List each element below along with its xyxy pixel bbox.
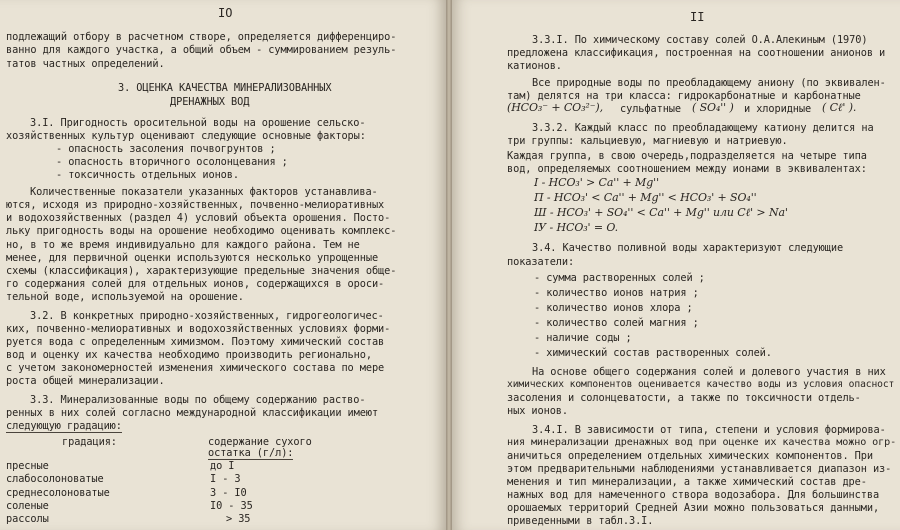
list-item: - наличие соды ; [534,332,632,344]
text-line: На основе общего содержания солей и долевого участия в них [532,366,886,378]
text-line: Каждая группа, в свою очередь,подразделяется на четыре типа [507,150,867,162]
text-line: Количественные показатели указанных факторов устанавлива- [30,186,378,198]
text-line: ренных в них солей согласно международной классификации имеют [6,407,379,419]
table-cell-grade: среднесолоноватые [6,487,110,499]
table-cell-value: до I [210,460,235,472]
list-item: - количество ионов натрия ; [534,287,699,299]
text-line: менее, для первичной оценки используются несколько упрощенные [6,252,379,264]
list-item: - токсичность отдельных ионов. [56,169,239,181]
text-line: но, в то же время индивидуально для каждого района. Тем не [6,239,360,251]
table-cell-grade: пресные [6,460,49,472]
text-line: вод, определяемых соотношением между ионами в эквивалентах: [507,163,867,175]
page-number: IO [218,6,233,20]
text-line: 3.3.I. По химическому составу солей О.А.Алекиным (1970) [532,34,868,46]
text-line: го содержания солей для отдельных ионов, содержащихся в ороси- [6,278,385,290]
text-line: предложена классификация, построенная на соотношении анионов и [507,47,886,59]
formula-sulfate: ( SO₄'' ) [692,101,734,114]
text-line: 3.I. Пригодность оросительной воды на орошение сельско- [30,117,366,129]
list-item: - опасность вторичного осолонцевания ; [56,156,288,168]
text-line: ных ионов. [507,405,568,417]
left-page [0,0,446,530]
section-heading: ДРЕНАЖНЫХ ВОД [170,96,250,108]
text-line: 3.3. Минерализованные воды по общему содержанию раство- [30,394,366,406]
list-item: - количество ионов хлора ; [534,302,693,314]
text-line: приведенными в табл.3.I. [507,515,654,527]
text-line: этом предварительными наблюдениями устанавливается диапазон из- [507,463,892,475]
page-number: II [690,10,705,24]
water-type-formula: I - HCO₃' > Ca'' + Mg'' [534,176,660,189]
table-header: градация: [62,436,117,448]
text-line: химических компонентов оценивается качество воды из условия опасност [507,379,895,390]
text-line: льку пригодность воды на орошение необходимо оценивать комплекс- [6,225,397,237]
list-item: - химический состав растворенных солей. [534,347,772,359]
formula-carbonate: (HCO₃⁻ + CO₃²⁻), [507,101,603,114]
text-line: схемы (классификация), характеризующие предельные значения обще- [6,265,397,277]
text-line: тельной воде, используемой на орошение. [6,291,244,303]
table-cell-value: I0 - 35 [210,500,253,512]
water-type-formula: IУ - HCO₃' = O. [534,221,619,234]
text-line: 3.3.2. Каждый класс по преобладающему катиону делится на [532,122,874,134]
table-header: содержание сухого [208,436,312,448]
text-line: менения и тип минерализации, а также химический состав дре- [507,476,867,488]
table-cell-value: I - 3 [210,473,241,485]
text-line: и водохозяйственных (раздел 4) условий объекта орошения. Посто- [6,212,391,224]
text-line: 3.4. Качество поливной воды характеризуют следующие [532,242,844,254]
section-heading: 3. ОЦЕНКА КАЧЕСТВА МИНЕРАЛИЗОВАННЫХ [118,82,332,94]
text-line: ния минерализации дренажных вод при оценке их качества можно огр- [507,437,897,448]
text-line: засоления и солонцеватости, а также по токсичности отдель- [507,392,861,404]
text-line: Все природные воды по преобладающему аниону (по эквивален- [532,77,886,89]
text-line: ких, почвенно-мелиоративных и водохозяйственных условиях форми- [6,323,391,335]
formula-chloride: ( Cℓ' ). [822,101,857,114]
table-cell-grade: соленые [6,500,49,512]
text-line: с учетом закономерностей изменения химического состава по мере [6,362,385,374]
text-line: ются, исходя из природно-хозяйственных, почвенно-мелиоративных [6,199,385,211]
table-cell-grade: слабосолоноватые [6,473,104,485]
table-cell-value: 3 - I0 [210,487,247,499]
text-line: три группы: кальциевую, магниевую и натриевую. [507,135,788,147]
text-line: и хлоридные [744,103,812,115]
text-line: вод и оценку их качества необходимо производить регионально, [6,349,372,361]
list-item: - сумма растворенных солей ; [534,272,705,284]
text-line: сульфатные [620,103,681,115]
text-line: аничиться определением отдельных химических компонентов. При [507,450,873,462]
table-header: остатка (г/л): [208,447,294,459]
right-page [452,0,900,530]
text-line: показатели: [507,256,575,268]
table-cell-value: > 35 [226,513,251,525]
table-cell-grade: рассолы [6,513,49,525]
water-type-formula: Ш - HCO₃' + SO₄'' < Ca'' + Mg'' или Cℓ' > Na' [534,206,788,219]
text-line: роста общей минерализации. [6,375,165,387]
text-line: катионов. [507,60,562,72]
list-item: - количество солей магния ; [534,317,699,329]
text-line: нажных вод для намеченного створа водозабора. Для большинства [507,489,880,501]
text-line: татов частных определений. [6,58,165,70]
text-line: руется вода с определенным химизмом. Поэтому химический состав [6,336,385,348]
text-line: там) делятся на три класса: гидрокарбонатные и карбонатные [507,90,861,102]
text-line: 3.4.I. В зависимости от типа, степени и условия формирова- [532,424,886,436]
text-line: хозяйственных культур оценивают следующие основные факторы: [6,130,366,142]
text-line: следующую градацию: [6,420,122,432]
text-line: подлежащий отбору в расчетном створе, определяется дифференциро- [6,31,397,43]
text-line: орошаемых территорий Средней Азии можно пользоваться данными, [507,502,880,514]
text-line: 3.2. В конкретных природно-хозяйственных, гидрогеологичес- [30,310,384,322]
list-item: - опасность засоления почвогрунтов ; [56,143,276,155]
water-type-formula: П - HCO₃' < Ca'' + Mg'' < HCO₃' + SO₄'' [534,191,757,204]
text-line: ванно для каждого участка, а общий объем - суммированием резуль- [6,44,397,56]
